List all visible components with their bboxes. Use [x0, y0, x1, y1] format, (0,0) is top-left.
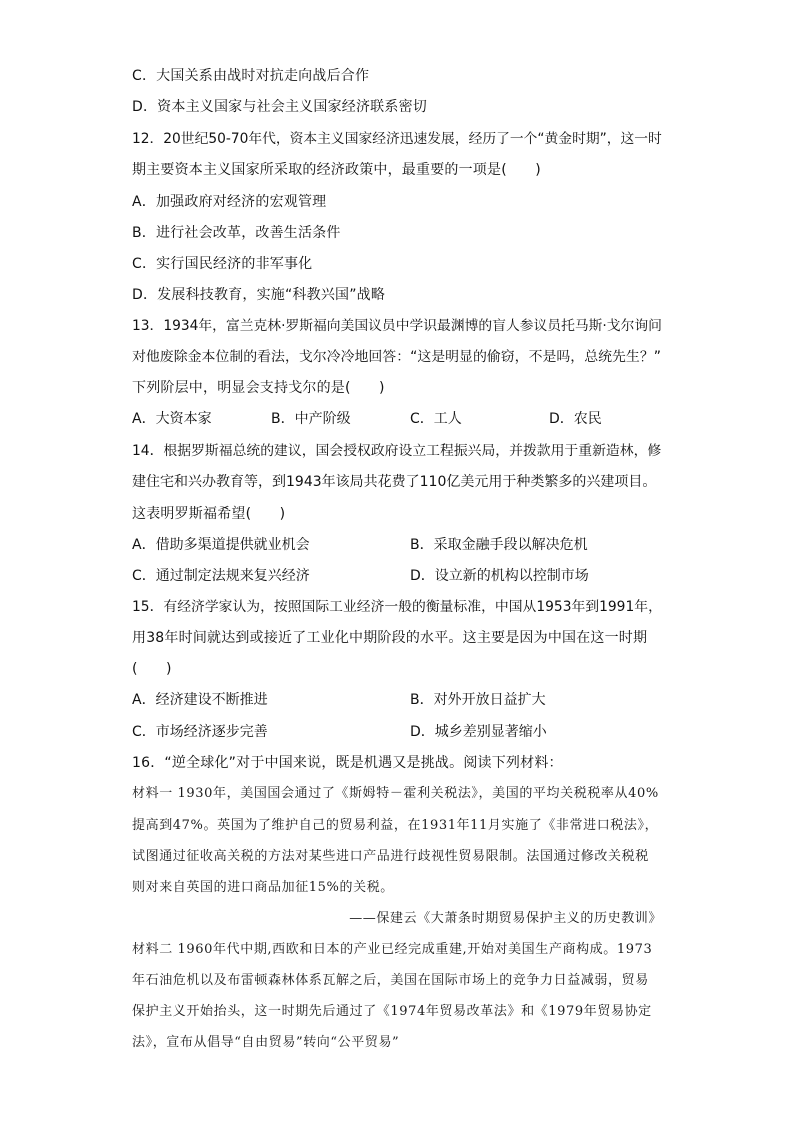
q15-option-a: A．经济建设不断推进 [132, 692, 268, 708]
q12-option-a: A．加强政府对经济的宏观管理 [132, 194, 327, 210]
q16-material1-source: ——保建云《大萧条时期贸易保护主义的历史教训》 [349, 911, 662, 926]
q13-option-a: A．大资本家 [132, 411, 212, 427]
q14-option-d: D．设立新的机构以控制市场 [410, 568, 589, 584]
q13-stem-line-2: 对他废除金本位制的看法，戈尔冷冷地回答：“这是明显的偷窃，不是吗，总统先生？” [132, 349, 661, 365]
q12-option-b: B．进行社会改革，改善生活条件 [132, 225, 341, 241]
q15-option-d: D．城乡差别显著缩小 [410, 724, 547, 740]
q14-option-c: C．通过制定法规来复兴经济 [132, 568, 310, 584]
q16-material1-line-3: 试图通过征收高关税的方法对某些进口产品进行歧视性贸易限制。法国通过修改关税税 [132, 849, 649, 864]
q12-stem-line-2: 期主要资本主义国家所采取的经济政策中，最重要的一项是( ) [132, 162, 541, 178]
q14-stem-line-2: 建住宅和兴办教育等，到1943年该局共花费了110亿美元用于种类繁多的兴建项目。 [132, 474, 657, 490]
q14-option-b: B．采取金融手段以解决危机 [410, 537, 588, 553]
q16-intro: 16．“逆全球化”对于中国来说，既是机遇又是挑战。阅读下列材料： [132, 755, 563, 771]
q15-stem-line-2: 用38年时间就达到或接近了工业化中期阶段的水平。这主要是因为中国在这一时期 [132, 630, 648, 646]
q12-stem-line-1: 12．20世纪50-70年代，资本主义国家经济迅速发展，经历了一个“黄金时期”，这一时 [132, 131, 662, 147]
q14-option-a: A．借助多渠道提供就业机会 [132, 537, 310, 553]
prev-question-option-c: C．大国关系由战时对抗走向战后合作 [132, 68, 370, 84]
q13-option-c: C．工人 [410, 411, 462, 427]
q13-stem-line-1: 13．1934年，富兰克林·罗斯福向美国议员中学识最渊博的盲人参议员托马斯·戈尔询问 [132, 318, 662, 334]
q12-option-d: D．发展科技教育，实施“科教兴国”战略 [132, 287, 386, 303]
q16-material2-line-1: 材料二 1960年代中期,西欧和日本的产业已经完成重建,开始对美国生产商构成。1973 [132, 942, 653, 957]
q16-material2-line-3: 保护主义开始抬头，这一时期先后通过了《1974年贸易改革法》和《1979年贸易协定 [132, 1004, 652, 1019]
q13-option-b: B．中产阶级 [271, 411, 351, 427]
q16-material1-line-1: 材料一 1930年，美国国会通过了《斯姆特－霍利关税法》，美国的平均关税税率从40% [132, 786, 659, 801]
prev-question-option-d: D．资本主义国家与社会主义国家经济联系密切 [132, 99, 427, 115]
q16-material2-line-4: 法》，宣布从倡导“自由贸易”转向“公平贸易” [132, 1035, 400, 1050]
q14-stem-line-1: 14．根据罗斯福总统的建议，国会授权政府设立工程振兴局，并拨款用于重新造林，修 [132, 443, 662, 459]
q16-material1-line-2: 提高到47%。英国为了维护自己的贸易利益，在1931年11月实施了《非常进口税法》， [132, 818, 659, 833]
q13-option-d: D．农民 [549, 411, 602, 427]
q16-material1-line-4: 则对来自英国的进口商品加征15%的关税。 [132, 880, 394, 895]
q15-stem-line-3: ( ) [132, 661, 172, 677]
q13-stem-line-3: 下列阶层中，明显会支持戈尔的是( ) [132, 380, 385, 396]
q15-option-c: C．市场经济逐步完善 [132, 724, 268, 740]
q12-option-c: C．实行国民经济的非军事化 [132, 256, 313, 272]
q15-stem-line-1: 15．有经济学家认为，按照国际工业经济一般的衡量标准，中国从1953年到1991年， [132, 599, 662, 615]
q14-stem-line-3: 这表明罗斯福希望( ) [132, 506, 286, 522]
q15-option-b: B．对外开放日益扩大 [410, 692, 546, 708]
q16-material2-line-2: 年石油危机以及布雷顿森林体系瓦解之后，美国在国际市场上的竞争力日益减弱，贸易 [132, 973, 649, 988]
